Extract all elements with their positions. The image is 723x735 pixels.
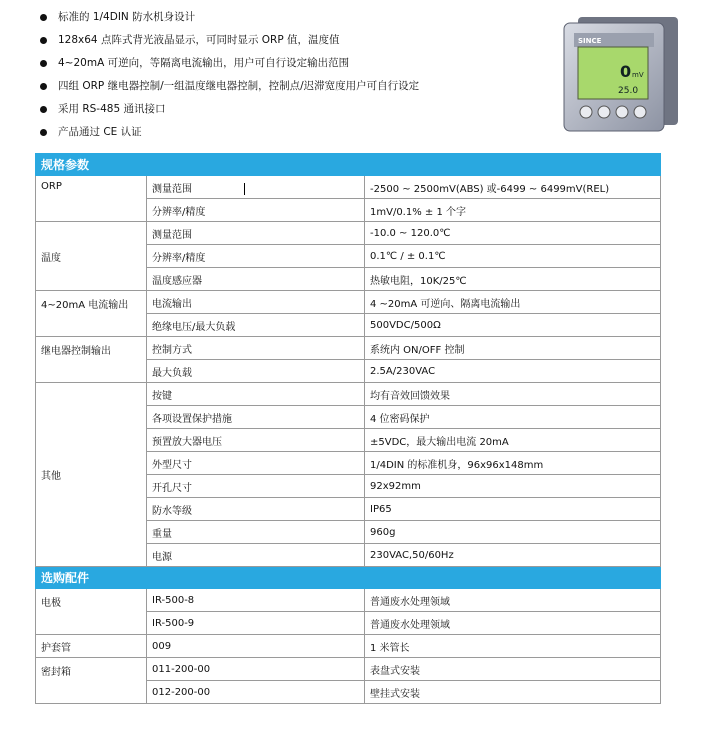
accessory-desc: 普通废水处理领域 <box>365 612 661 635</box>
spec-key: 开孔尺寸 <box>147 475 365 498</box>
accessory-desc: 壁挂式安装 <box>365 681 661 704</box>
spec-key: 分辨率/精度 <box>147 245 365 268</box>
group-label-temp: 温度 <box>36 222 147 291</box>
spec-value: -10.0 ~ 120.0℃ <box>365 222 661 245</box>
spec-key: 外型尺寸 <box>147 452 365 475</box>
spec-value: 4 位密码保护 <box>365 406 661 429</box>
display-temp: 25.0 <box>618 86 639 96</box>
table-row <box>36 589 661 612</box>
display-unit: mV <box>632 71 644 79</box>
accessory-code: IR-500-9 <box>147 612 365 635</box>
accessory-code: 012-200-00 <box>147 681 365 704</box>
spec-value: 1/4DIN 的标准机身，96x96x148mm <box>365 452 661 475</box>
group-label-box: 密封箱 <box>36 658 147 704</box>
accessory-code: IR-500-8 <box>147 589 365 612</box>
spec-key: 分辨率/精度 <box>147 199 365 222</box>
spec-value: 均有音效回馈效果 <box>365 383 661 406</box>
group-label-electrode: 电极 <box>36 589 147 635</box>
spec-table <box>35 153 661 704</box>
group-label-relay: 继电器控制输出 <box>36 337 147 383</box>
feature-item: 产品通过 CE 认证 <box>38 121 558 144</box>
spec-key: 绝缘电压/最大负载 <box>147 314 365 337</box>
spec-key: 重量 <box>147 521 365 544</box>
brand-logo: SINCE <box>578 37 602 45</box>
spec-key: 最大负载 <box>147 360 365 383</box>
accessory-code: 009 <box>147 635 365 658</box>
table-row <box>36 658 661 681</box>
table-row <box>36 222 661 245</box>
section-title-specs: 规格参数 <box>36 154 661 176</box>
spec-key: 电源 <box>147 544 365 567</box>
spec-value: ±5VDC，最大输出电流 20mA <box>365 429 661 452</box>
spec-value: 4 ~20mA 可逆向、隔离电流输出 <box>365 291 661 314</box>
accessory-desc: 普通废水处理领域 <box>365 589 661 612</box>
bullet-icon <box>40 83 47 90</box>
table-row <box>36 176 661 199</box>
bullet-icon <box>40 60 47 67</box>
table-row <box>36 337 661 360</box>
spec-value: 92x92mm <box>365 475 661 498</box>
spec-key: 控制方式 <box>147 337 365 360</box>
group-label-other: 其他 <box>36 383 147 567</box>
feature-item: 128x64 点阵式背光液晶显示，可同时显示 ORP 值，温度值 <box>38 29 558 52</box>
spec-key: 预置放大器电压 <box>147 429 365 452</box>
accessory-code: 011-200-00 <box>147 658 365 681</box>
spec-value: -2500 ~ 2500mV(ABS) 或-6499 ~ 6499mV(REL) <box>365 176 661 199</box>
bullet-icon <box>40 129 47 136</box>
feature-item: 标准的 1/4DIN 防水机身设计 <box>38 6 558 29</box>
table-row <box>36 383 661 406</box>
spec-key: 按键 <box>147 383 365 406</box>
spec-key: 电流输出 <box>147 291 365 314</box>
spec-value: 230VAC,50/60Hz <box>365 544 661 567</box>
display-value: 0 <box>620 62 632 81</box>
group-label-orp: ORP <box>36 176 147 222</box>
section-header <box>36 154 661 176</box>
accessory-desc: 表盘式安装 <box>365 658 661 681</box>
feature-item: 采用 RS-485 通讯接口 <box>38 98 558 121</box>
accessory-desc: 1 米管长 <box>365 635 661 658</box>
group-label-current: 4~20mA 电流输出 <box>36 291 147 337</box>
spec-key: 温度感应器 <box>147 268 365 291</box>
spec-value: 热敏电阻，10K/25℃ <box>365 268 661 291</box>
orp-meter-image <box>560 15 680 135</box>
bullet-icon <box>40 14 47 21</box>
spec-value: 500VDC/500Ω <box>365 314 661 337</box>
spec-value: IP65 <box>365 498 661 521</box>
feature-list <box>38 6 558 144</box>
group-label-sheath: 护套管 <box>36 635 147 658</box>
spec-value: 1mV/0.1% ± 1 个字 <box>365 199 661 222</box>
bullet-icon <box>40 37 47 44</box>
bullet-icon <box>40 106 47 113</box>
spec-key: 各项设置保护措施 <box>147 406 365 429</box>
spec-key: 测量范围 <box>147 222 365 245</box>
spec-value: 2.5A/230VAC <box>365 360 661 383</box>
spec-key: 防水等级 <box>147 498 365 521</box>
section-title-accessories: 选购配件 <box>36 567 661 589</box>
spec-value: 系统内 ON/OFF 控制 <box>365 337 661 360</box>
feature-item: 四组 ORP 继电器控制/一组温度继电器控制，控制点/迟滞宽度用户可自行设定 <box>38 75 558 98</box>
text-cursor-icon <box>244 183 245 195</box>
section-header <box>36 567 661 589</box>
feature-item: 4~20mA 可逆向，等隔离电流输出，用户可自行设定输出范围 <box>38 52 558 75</box>
spec-key: 测量范围 <box>147 176 365 199</box>
spec-value: 960g <box>365 521 661 544</box>
table-row <box>36 635 661 658</box>
table-row <box>36 291 661 314</box>
spec-value: 0.1℃ / ± 0.1℃ <box>365 245 661 268</box>
